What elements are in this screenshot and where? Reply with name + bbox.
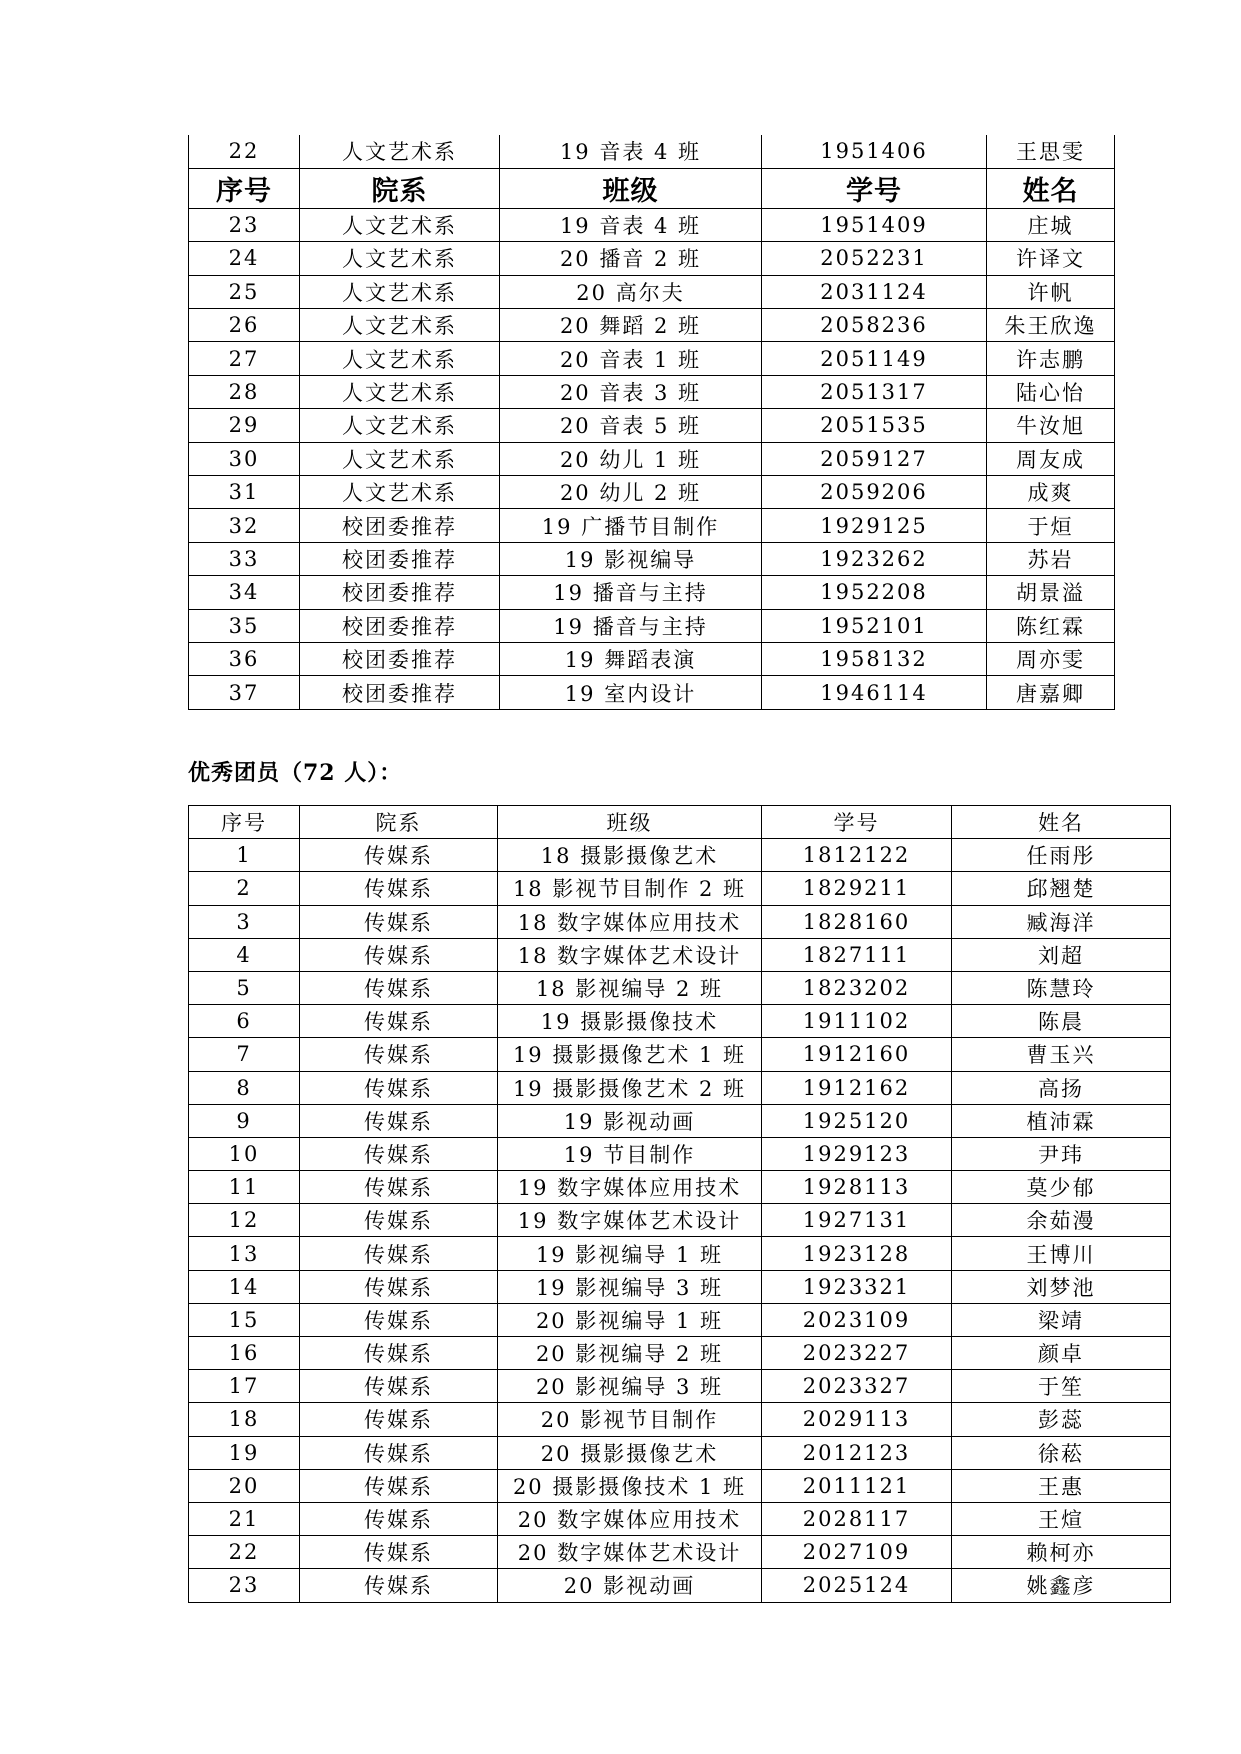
cell-index: 18 <box>189 1403 300 1436</box>
cell-name: 彭蕊 <box>952 1403 1171 1436</box>
cell-index: 10 <box>189 1137 300 1170</box>
cell-class: 20 数字媒体艺术设计 <box>498 1536 762 1569</box>
cell-department: 传媒系 <box>300 1469 498 1502</box>
cell-class: 18 影视节目制作 2 班 <box>498 872 762 905</box>
cell-student-id: 2059206 <box>762 476 987 509</box>
cell-department: 传媒系 <box>300 872 498 905</box>
cell-name: 姓名 <box>987 168 1115 208</box>
cell-name: 徐菘 <box>952 1436 1171 1469</box>
table-row <box>189 609 1115 642</box>
cell-name: 任雨彤 <box>952 839 1171 872</box>
table-row <box>189 476 1115 509</box>
cell-name: 于笙 <box>952 1370 1171 1403</box>
table-row <box>189 409 1115 442</box>
cell-department: 传媒系 <box>300 1204 498 1237</box>
cell-class: 19 室内设计 <box>500 676 762 709</box>
table-row <box>189 938 1171 971</box>
cell-name: 臧海洋 <box>952 905 1171 938</box>
cell-department: 传媒系 <box>300 1569 498 1602</box>
cell-student-id: 1829211 <box>762 872 952 905</box>
table-row <box>189 1270 1171 1303</box>
cell-department: 人文艺术系 <box>300 342 500 375</box>
cell-student-id: 2011121 <box>762 1469 952 1502</box>
table-row <box>189 375 1115 408</box>
cell-department: 传媒系 <box>300 1337 498 1370</box>
cell-name: 苏岩 <box>987 542 1115 575</box>
cell-department: 人文艺术系 <box>300 442 500 475</box>
cell-index: 1 <box>189 839 300 872</box>
cell-student-id: 2023327 <box>762 1370 952 1403</box>
cell-class: 19 播音与主持 <box>500 576 762 609</box>
cell-class: 19 影视编导 <box>500 542 762 575</box>
table-row <box>189 1337 1171 1370</box>
cell-name: 颜卓 <box>952 1337 1171 1370</box>
cell-index: 17 <box>189 1370 300 1403</box>
cell-index: 14 <box>189 1270 300 1303</box>
cell-name: 赖柯亦 <box>952 1536 1171 1569</box>
cell-department: 传媒系 <box>300 938 498 971</box>
cell-class: 18 数字媒体应用技术 <box>498 905 762 938</box>
cell-name: 陈红霖 <box>987 609 1115 642</box>
cell-department: 校团委推荐 <box>300 676 500 709</box>
cell-name: 胡景溢 <box>987 576 1115 609</box>
cell-department: 传媒系 <box>300 1403 498 1436</box>
table-row <box>189 971 1171 1004</box>
cell-index: 20 <box>189 1469 300 1502</box>
cell-student-id: 2025124 <box>762 1569 952 1602</box>
cell-class: 20 音表 5 班 <box>500 409 762 442</box>
table-row <box>189 442 1115 475</box>
cell-index: 32 <box>189 509 300 542</box>
cell-class: 18 摄影摄像艺术 <box>498 839 762 872</box>
cell-department: 传媒系 <box>300 1137 498 1170</box>
excellent-member-table <box>188 805 1171 1603</box>
cell-class: 18 影视编导 2 班 <box>498 971 762 1004</box>
cell-class: 20 摄影摄像技术 1 班 <box>498 1469 762 1502</box>
cell-index: 34 <box>189 576 300 609</box>
cell-name: 于烜 <box>987 509 1115 542</box>
table-header-row <box>189 168 1115 208</box>
table-row <box>189 872 1171 905</box>
cell-index: 24 <box>189 242 300 275</box>
table-row <box>189 1171 1171 1204</box>
cell-class: 20 数字媒体应用技术 <box>498 1502 762 1535</box>
cell-student-id: 1958132 <box>762 642 987 675</box>
table-row <box>189 342 1115 375</box>
cell-class: 19 数字媒体艺术设计 <box>498 1204 762 1237</box>
cell-index: 22 <box>189 1536 300 1569</box>
table-row <box>189 1370 1171 1403</box>
cell-student-id: 1823202 <box>762 971 952 1004</box>
cell-name: 梁靖 <box>952 1303 1171 1336</box>
table-row <box>189 1137 1171 1170</box>
table-row <box>189 1403 1171 1436</box>
cell-index: 27 <box>189 342 300 375</box>
cell-department: 传媒系 <box>300 1436 498 1469</box>
cell-name: 陈慧玲 <box>952 971 1171 1004</box>
cell-class: 20 音表 3 班 <box>500 375 762 408</box>
cell-department: 传媒系 <box>300 905 498 938</box>
cell-index: 5 <box>189 971 300 1004</box>
cell-class: 19 音表 4 班 <box>500 208 762 241</box>
cell-name: 尹玮 <box>952 1137 1171 1170</box>
cell-student-id: 1911102 <box>762 1005 952 1038</box>
cell-student-id: 2029113 <box>762 1403 952 1436</box>
cell-student-id: 1929123 <box>762 1137 952 1170</box>
table-row <box>189 1237 1171 1270</box>
table-row <box>189 1071 1171 1104</box>
table-row <box>189 1104 1171 1137</box>
cell-student-id: 1923321 <box>762 1270 952 1303</box>
cell-index: 9 <box>189 1104 300 1137</box>
cell-index: 29 <box>189 409 300 442</box>
table-header-row <box>189 806 1171 839</box>
cell-index: 12 <box>189 1204 300 1237</box>
cell-index: 30 <box>189 442 300 475</box>
cell-student-id: 1928113 <box>762 1171 952 1204</box>
cell-name: 曹玉兴 <box>952 1038 1171 1071</box>
cell-class: 20 音表 1 班 <box>500 342 762 375</box>
cell-department: 传媒系 <box>300 971 498 1004</box>
cell-name: 庄城 <box>987 208 1115 241</box>
cell-department: 传媒系 <box>300 1038 498 1071</box>
cell-name: 莫少郁 <box>952 1171 1171 1204</box>
cell-index: 序号 <box>189 806 300 839</box>
cell-department: 人文艺术系 <box>300 309 500 342</box>
cell-department: 传媒系 <box>300 1270 498 1303</box>
cell-index: 2 <box>189 872 300 905</box>
table-row <box>189 1303 1171 1336</box>
cell-index: 16 <box>189 1337 300 1370</box>
cell-class: 19 摄影摄像艺术 2 班 <box>498 1071 762 1104</box>
cell-index: 22 <box>189 135 300 168</box>
cell-department: 传媒系 <box>300 1071 498 1104</box>
cell-class: 19 摄影摄像技术 <box>498 1005 762 1038</box>
cell-student-id: 1925120 <box>762 1104 952 1137</box>
cell-department: 人文艺术系 <box>300 275 500 308</box>
cell-index: 35 <box>189 609 300 642</box>
cell-student-id: 1951409 <box>762 208 987 241</box>
cell-student-id: 1923262 <box>762 542 987 575</box>
cell-index: 11 <box>189 1171 300 1204</box>
cell-class: 20 幼儿 1 班 <box>500 442 762 475</box>
cell-department: 传媒系 <box>300 1005 498 1038</box>
table-row <box>189 1469 1171 1502</box>
cell-department: 传媒系 <box>300 1171 498 1204</box>
table-row <box>189 1038 1171 1071</box>
cell-class: 20 舞蹈 2 班 <box>500 309 762 342</box>
cell-index: 19 <box>189 1436 300 1469</box>
cell-index: 21 <box>189 1502 300 1535</box>
cell-department: 校团委推荐 <box>300 542 500 575</box>
cell-department: 校团委推荐 <box>300 576 500 609</box>
cell-class: 20 影视编导 1 班 <box>498 1303 762 1336</box>
cell-class: 19 影视编导 3 班 <box>498 1270 762 1303</box>
table-row <box>189 542 1115 575</box>
cell-student-id: 1929125 <box>762 509 987 542</box>
cell-name: 王思雯 <box>987 135 1115 168</box>
cell-index: 13 <box>189 1237 300 1270</box>
cell-index: 33 <box>189 542 300 575</box>
cell-class: 20 摄影摄像艺术 <box>498 1436 762 1469</box>
cell-name: 周友成 <box>987 442 1115 475</box>
cell-student-id: 1951406 <box>762 135 987 168</box>
cell-name: 姓名 <box>952 806 1171 839</box>
cell-student-id: 1927131 <box>762 1204 952 1237</box>
cell-class: 19 广播节目制作 <box>500 509 762 542</box>
cell-student-id: 2027109 <box>762 1536 952 1569</box>
cell-student-id: 学号 <box>762 806 952 839</box>
cell-department: 院系 <box>300 806 498 839</box>
cell-index: 23 <box>189 208 300 241</box>
cell-name: 许志鹏 <box>987 342 1115 375</box>
table-row <box>189 642 1115 675</box>
cell-student-id: 1952101 <box>762 609 987 642</box>
cell-department: 校团委推荐 <box>300 509 500 542</box>
cell-name: 成爽 <box>987 476 1115 509</box>
table-row <box>189 135 1115 168</box>
cell-department: 传媒系 <box>300 1237 498 1270</box>
cell-department: 人文艺术系 <box>300 476 500 509</box>
table-row <box>189 905 1171 938</box>
cell-name: 陆心怡 <box>987 375 1115 408</box>
cell-department: 人文艺术系 <box>300 375 500 408</box>
table-row <box>189 309 1115 342</box>
table-row <box>189 576 1115 609</box>
cell-department: 传媒系 <box>300 1370 498 1403</box>
cell-student-id: 1912160 <box>762 1038 952 1071</box>
cell-student-id: 2051149 <box>762 342 987 375</box>
table-row <box>189 676 1115 709</box>
cell-department: 人文艺术系 <box>300 208 500 241</box>
cell-student-id: 2031124 <box>762 275 987 308</box>
table-row <box>189 1569 1171 1602</box>
cell-class: 20 影视动画 <box>498 1569 762 1602</box>
cell-department: 传媒系 <box>300 1502 498 1535</box>
cell-class: 20 影视编导 2 班 <box>498 1337 762 1370</box>
cell-index: 28 <box>189 375 300 408</box>
cell-class: 19 播音与主持 <box>500 609 762 642</box>
cell-class: 19 数字媒体应用技术 <box>498 1171 762 1204</box>
cell-name: 高扬 <box>952 1071 1171 1104</box>
cell-index: 4 <box>189 938 300 971</box>
cell-student-id: 1827111 <box>762 938 952 971</box>
cell-index: 3 <box>189 905 300 938</box>
cell-index: 37 <box>189 676 300 709</box>
cell-index: 36 <box>189 642 300 675</box>
cell-department: 人文艺术系 <box>300 409 500 442</box>
table-row <box>189 1436 1171 1469</box>
cell-index: 23 <box>189 1569 300 1602</box>
cell-department: 传媒系 <box>300 839 498 872</box>
table-row <box>189 839 1171 872</box>
cell-index: 26 <box>189 309 300 342</box>
cell-name: 许译文 <box>987 242 1115 275</box>
cell-index: 7 <box>189 1038 300 1071</box>
cell-name: 余茹漫 <box>952 1204 1171 1237</box>
cell-name: 周亦雯 <box>987 642 1115 675</box>
cell-name: 刘超 <box>952 938 1171 971</box>
cell-department: 人文艺术系 <box>300 242 500 275</box>
cell-class: 20 影视节目制作 <box>498 1403 762 1436</box>
cell-name: 牛汝旭 <box>987 409 1115 442</box>
cell-class: 20 影视编导 3 班 <box>498 1370 762 1403</box>
table-row <box>189 242 1115 275</box>
cell-student-id: 2059127 <box>762 442 987 475</box>
cell-student-id: 1946114 <box>762 676 987 709</box>
cell-index: 序号 <box>189 168 300 208</box>
cell-class: 19 影视编导 1 班 <box>498 1237 762 1270</box>
cell-department: 院系 <box>300 168 500 208</box>
cell-student-id: 1828160 <box>762 905 952 938</box>
award-table-continued <box>188 135 1115 710</box>
cell-name: 唐嘉卿 <box>987 676 1115 709</box>
cell-student-id: 1952208 <box>762 576 987 609</box>
cell-class: 19 摄影摄像艺术 1 班 <box>498 1038 762 1071</box>
cell-student-id: 1912162 <box>762 1071 952 1104</box>
cell-student-id: 2023109 <box>762 1303 952 1336</box>
cell-student-id: 2052231 <box>762 242 987 275</box>
cell-name: 刘梦池 <box>952 1270 1171 1303</box>
section-title: 优秀团员（72 人）： <box>188 760 403 786</box>
cell-student-id: 2051535 <box>762 409 987 442</box>
cell-index: 15 <box>189 1303 300 1336</box>
cell-student-id: 2023227 <box>762 1337 952 1370</box>
cell-name: 王惠 <box>952 1469 1171 1502</box>
cell-index: 25 <box>189 275 300 308</box>
cell-index: 6 <box>189 1005 300 1038</box>
table-row <box>189 1204 1171 1237</box>
cell-class: 20 播音 2 班 <box>500 242 762 275</box>
cell-class: 班级 <box>498 806 762 839</box>
cell-index: 8 <box>189 1071 300 1104</box>
table-row <box>189 1502 1171 1535</box>
table-row <box>189 1005 1171 1038</box>
cell-name: 姚鑫彦 <box>952 1569 1171 1602</box>
cell-class: 19 节目制作 <box>498 1137 762 1170</box>
cell-student-id: 2051317 <box>762 375 987 408</box>
cell-name: 邱翘楚 <box>952 872 1171 905</box>
cell-class: 19 音表 4 班 <box>500 135 762 168</box>
cell-student-id: 1812122 <box>762 839 952 872</box>
cell-student-id: 学号 <box>762 168 987 208</box>
table-row <box>189 275 1115 308</box>
cell-class: 20 高尔夫 <box>500 275 762 308</box>
cell-class: 20 幼儿 2 班 <box>500 476 762 509</box>
cell-name: 朱王欣逸 <box>987 309 1115 342</box>
cell-index: 31 <box>189 476 300 509</box>
cell-department: 校团委推荐 <box>300 642 500 675</box>
cell-name: 许帆 <box>987 275 1115 308</box>
cell-department: 校团委推荐 <box>300 609 500 642</box>
cell-student-id: 2012123 <box>762 1436 952 1469</box>
cell-department: 人文艺术系 <box>300 135 500 168</box>
table-row <box>189 1536 1171 1569</box>
cell-student-id: 2028117 <box>762 1502 952 1535</box>
cell-student-id: 2058236 <box>762 309 987 342</box>
cell-department: 传媒系 <box>300 1104 498 1137</box>
table-row <box>189 208 1115 241</box>
cell-name: 植沛霖 <box>952 1104 1171 1137</box>
cell-student-id: 1923128 <box>762 1237 952 1270</box>
cell-name: 王博川 <box>952 1237 1171 1270</box>
cell-class: 18 数字媒体艺术设计 <box>498 938 762 971</box>
cell-department: 传媒系 <box>300 1303 498 1336</box>
cell-class: 19 影视动画 <box>498 1104 762 1137</box>
cell-class: 班级 <box>500 168 762 208</box>
table-row <box>189 509 1115 542</box>
cell-department: 传媒系 <box>300 1536 498 1569</box>
cell-class: 19 舞蹈表演 <box>500 642 762 675</box>
cell-name: 陈晨 <box>952 1005 1171 1038</box>
cell-name: 王煊 <box>952 1502 1171 1535</box>
